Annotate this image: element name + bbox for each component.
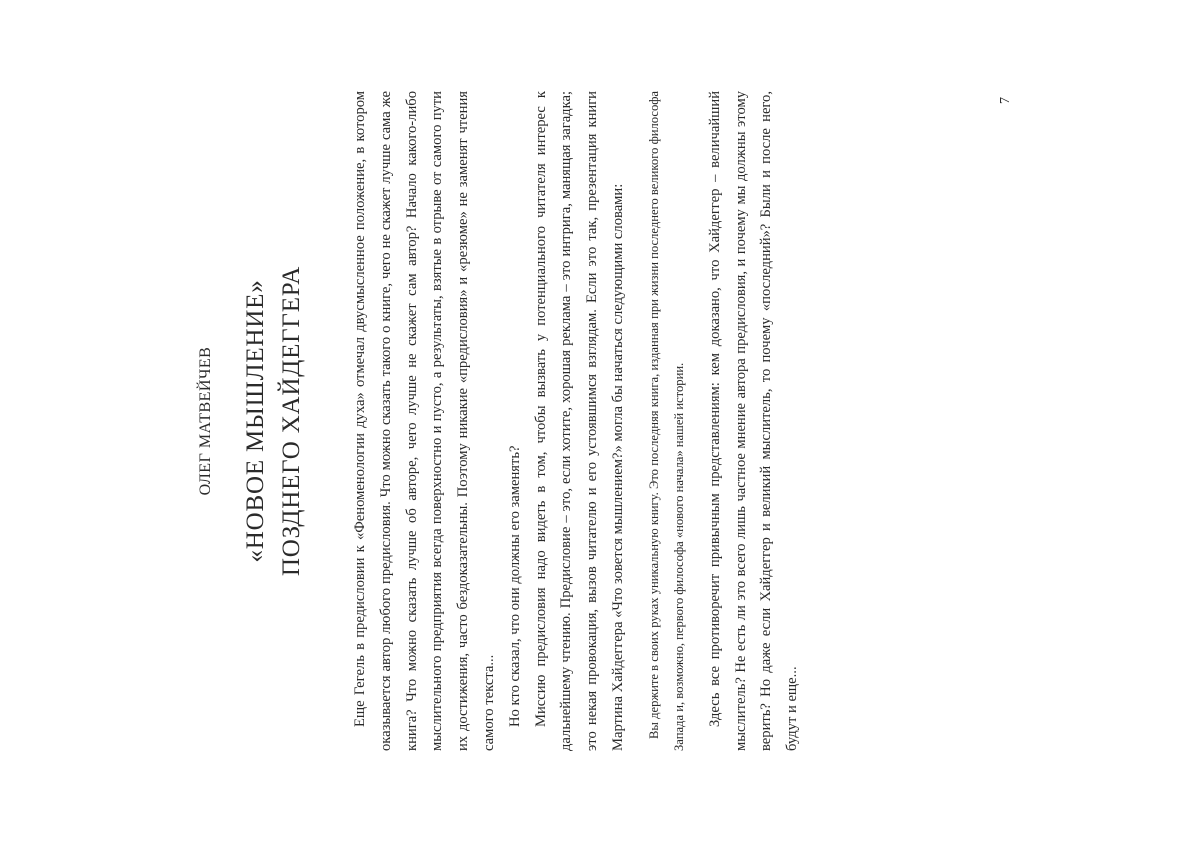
body-text bbox=[348, 91, 806, 751]
author-name: ОЛЕГ МАТВЕЙЧЕВ bbox=[197, 346, 214, 496]
paragraph-2: Но кто сказал, что они должны его заменять? bbox=[506, 445, 523, 727]
book-page bbox=[160, 91, 1040, 751]
chapter-title-line-1: «НОВОЕ МЫШЛЕНИЕ» bbox=[242, 279, 269, 563]
chapter-title-line-2: ПОЗДНЕГО ХАЙДЕГГЕРА bbox=[278, 265, 305, 577]
page-number: 7 bbox=[998, 97, 1013, 104]
paragraph-4: Здесь все противоречит привычным представлениям: кем доказано, что Хайдеггер – величайший мыслитель? Не есть ли это всего лишь частное мнение автора предисловия, и почему мы должны этому верить? Но даже если Хайдеггер и великий мыслитель, то почему «последний»? Были и после него, будут и еще... bbox=[706, 91, 801, 751]
paragraph-3: Миссию предисловия надо видеть в том, чтобы вызвать у потенциального читателя интерес к дальнейшему чтению. Предисловие – это, если хотите, хорошая реклама – это интрига, манящая загадка; это некая провокация, вызов читателю и его устоявшимся взглядам. Если это так, презентация книги Мартина Хайдеггера «Что зовется мышлением?» могла бы начаться следующими словами: bbox=[532, 91, 626, 751]
quote-paragraph: Вы держите в своих руках уникальную книгу. Это последняя книга, изданная при жизни последнего великого философа Запада и, возможно, первого философа «нового начала» нашей истории. bbox=[646, 91, 687, 751]
paragraph-1: Еще Гегель в предисловии к «Феноменологии духа» отмечал двусмысленное положение, в котором оказывается автор любого предисловия. Что можно сказать такого о книге, чего не скажет лучше сама же книга? Что можно сказать лучше об авторе, чего лучше не скажет сам автор? Начало какого-либо мыслительного предприятия всегда поверхностно и пусто, а результаты, взятые в отрыве от самого пути их достижения, часто бездоказательны. Поэтому никакие «предисловия» и «резюме» не заменят чтения самого текста... bbox=[352, 91, 497, 751]
chapter-title bbox=[238, 91, 310, 751]
